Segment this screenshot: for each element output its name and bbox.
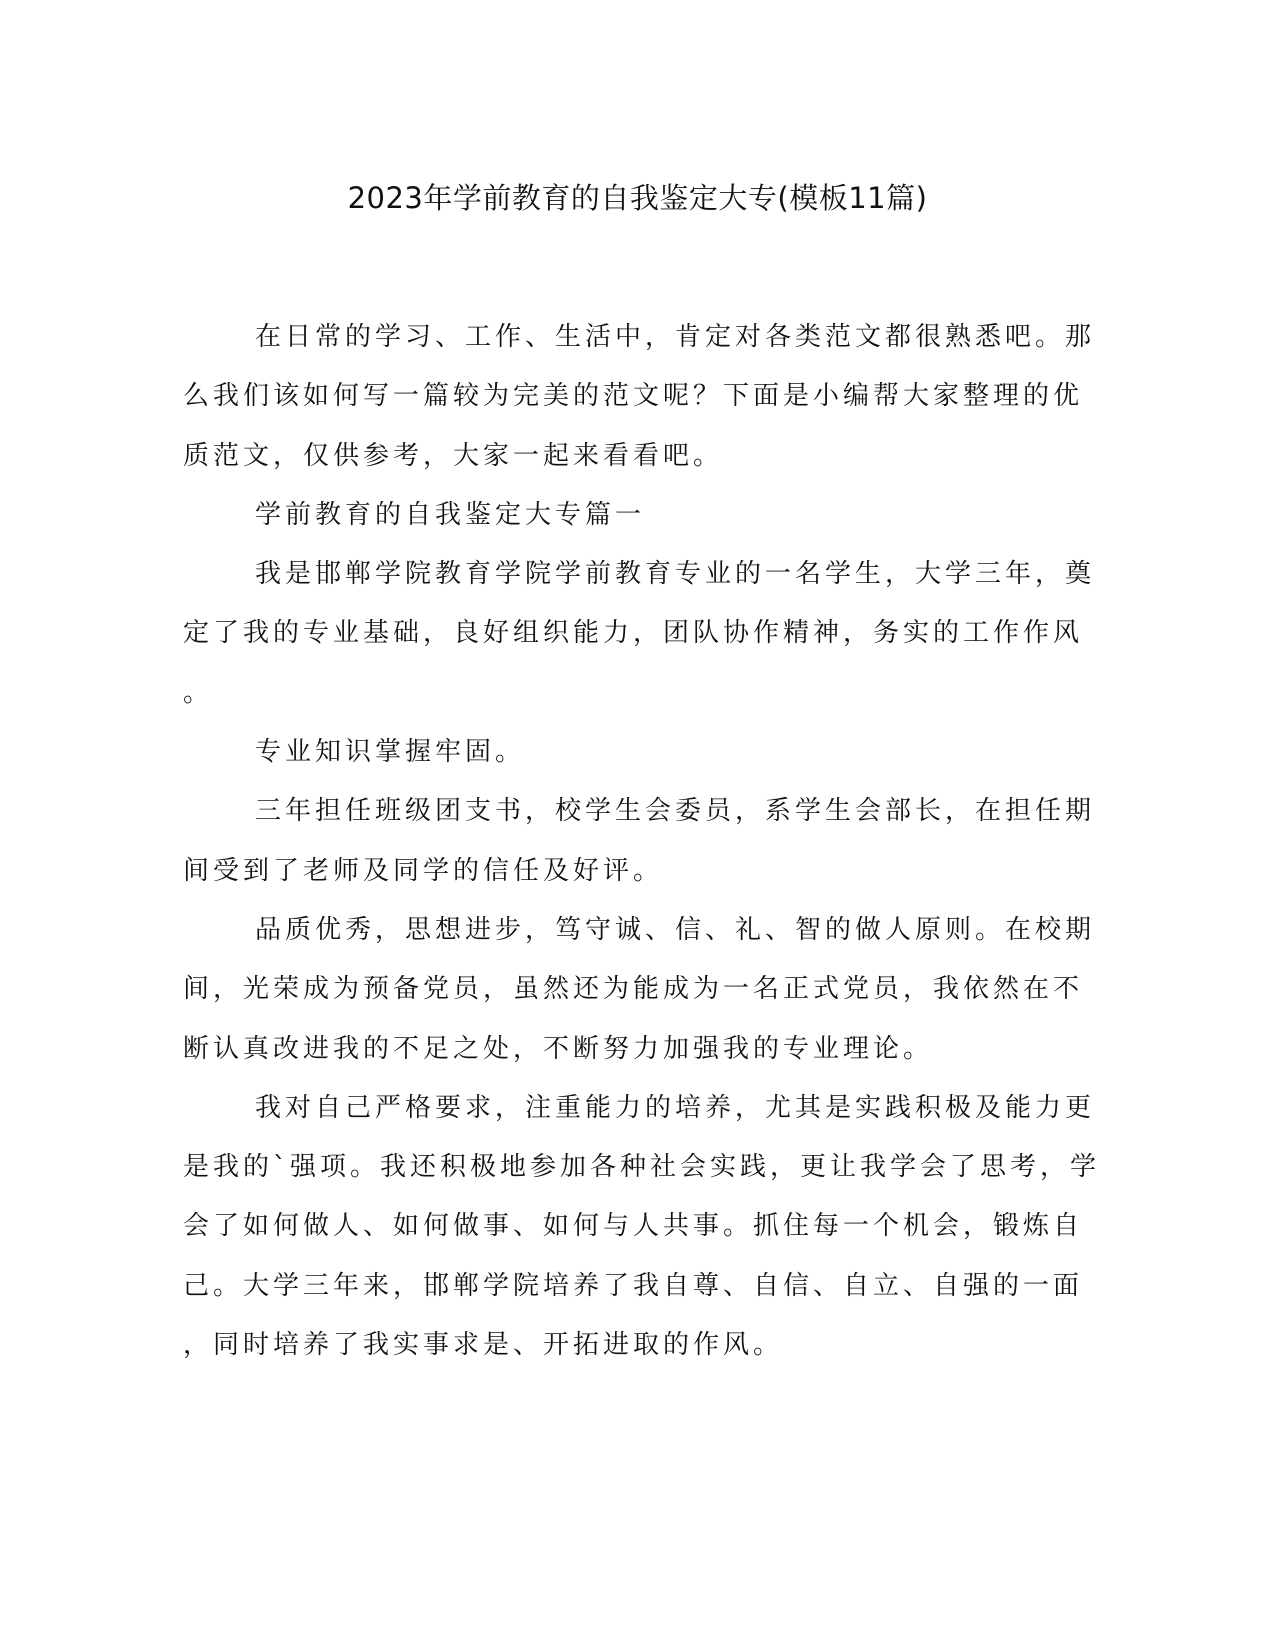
paragraph-line: 断认真改进我的不足之处，不断努力加强我的专业理论。 [183, 1033, 934, 1064]
intro-paragraph-line: 质范文，仅供参考，大家一起来看看吧。 [183, 440, 724, 471]
paragraph-line: 是我的`强项。我还积极地参加各种社会实践，更让我学会了思考，学 [183, 1152, 1101, 1183]
paragraph-line: 会了如何做人、如何做事、如何与人共事。抓住每一个机会，锻炼自 [183, 1211, 1084, 1242]
document-title: 2023年学前教育的自我鉴定大专(模板11篇) [347, 181, 928, 215]
paragraph-line: 品质优秀，思想进步，笃守诚、信、礼、智的做人原则。在校期 [255, 914, 1096, 945]
paragraph-line: 间受到了老师及同学的信任及好评。 [183, 855, 664, 886]
section-heading: 学前教育的自我鉴定大专篇一 [255, 499, 646, 530]
intro-paragraph-line: 在日常的学习、工作、生活中，肯定对各类范文都很熟悉吧。那 [255, 322, 1096, 352]
paragraph-line: 专业知识掌握牢固。 [255, 737, 526, 768]
document-body [183, 317, 1101, 1384]
paragraph-line: 我对自己严格要求，注重能力的培养，尤其是实践积极及能力更 [255, 1092, 1096, 1123]
paragraph-line: 间，光荣成为预备党员，虽然还为能成为一名正式党员，我依然在不 [183, 974, 1084, 1005]
paragraph-line: 定了我的专业基础，良好组织能力，团队协作精神，务实的工作作风 [183, 618, 1084, 649]
paragraph-line: 。 [183, 677, 214, 708]
paragraph-line: 我是邯郸学院教育学院学前教育专业的一名学生，大学三年，奠 [255, 559, 1096, 590]
intro-paragraph-line: 么我们该如何写一篇较为完美的范文呢？下面是小编帮大家整理的优 [183, 381, 1084, 412]
paragraph-line: ，同时培养了我实事求是、开拓进取的作风。 [183, 1330, 784, 1361]
paragraph-line: 三年担任班级团支书，校学生会委员，系学生会部长，在担任期 [255, 796, 1096, 827]
paragraph-line: 己。大学三年来，邯郸学院培养了我自尊、自信、自立、自强的一面 [183, 1270, 1084, 1301]
